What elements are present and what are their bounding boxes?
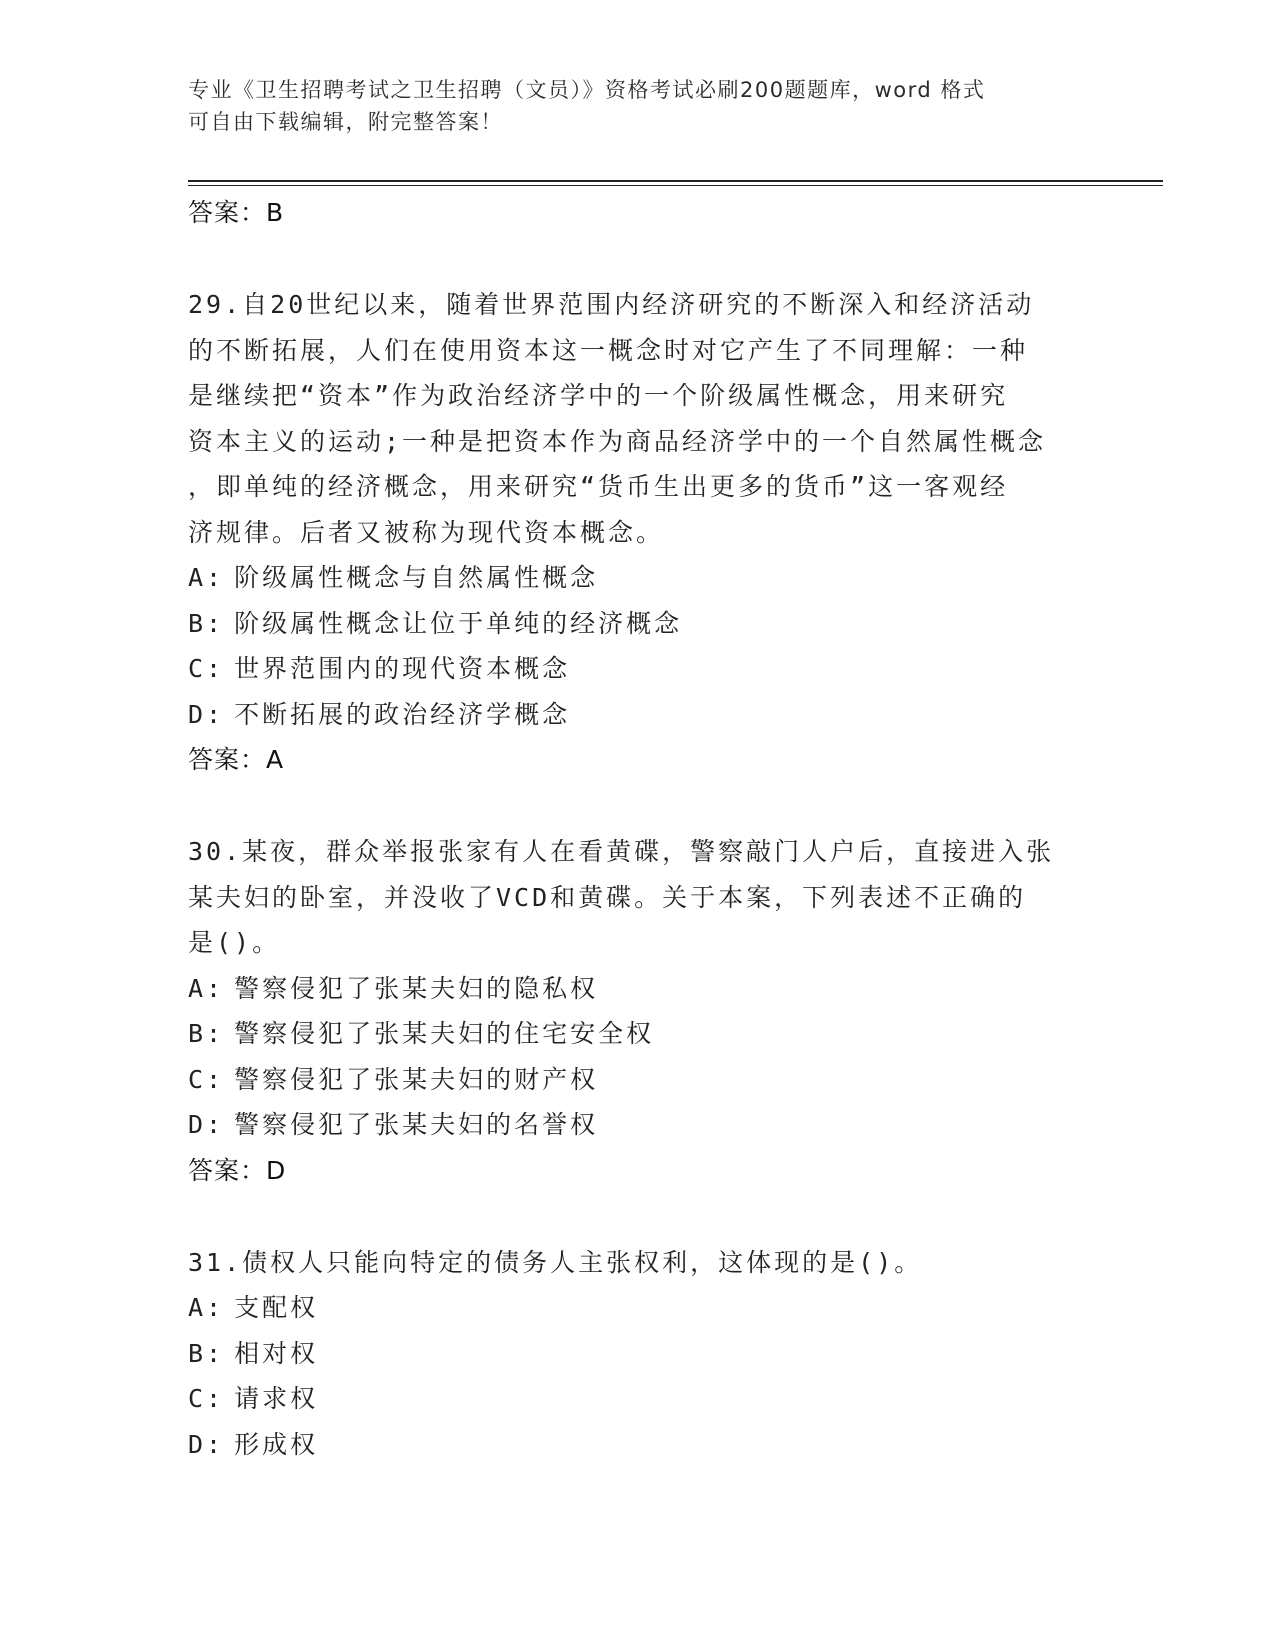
answer-line: 答案：A bbox=[188, 745, 285, 774]
option-letter: D: bbox=[188, 1429, 225, 1459]
question-30 bbox=[188, 829, 1088, 1194]
spacer bbox=[188, 783, 1088, 829]
option-d bbox=[188, 1102, 1088, 1148]
option-letter: C: bbox=[188, 1384, 225, 1413]
stem-line: 某夫妇的卧室，并没收了VCD和黄碟。关于本案，下列表述不正确的 bbox=[188, 882, 1027, 912]
option-d bbox=[188, 692, 1088, 738]
option-text: 相对权 bbox=[234, 1338, 319, 1368]
option-c bbox=[188, 1057, 1088, 1103]
option-text: 请求权 bbox=[234, 1384, 319, 1413]
stem-line: ，即单纯的经济概念，用来研究“货币生出更多的货币”这一客观经 bbox=[188, 472, 1009, 501]
question-29 bbox=[188, 282, 1088, 783]
stem-line: 31.债权人只能向特定的债务人主张权利，这体现的是()。 bbox=[188, 1247, 923, 1277]
option-letter: C: bbox=[188, 654, 225, 683]
question-30-stem bbox=[188, 829, 1088, 966]
option-letter: A: bbox=[188, 1293, 225, 1322]
option-b bbox=[188, 601, 1088, 647]
option-letter: D: bbox=[188, 1110, 225, 1139]
option-c bbox=[188, 1376, 1088, 1422]
header-rule-thick bbox=[188, 180, 1163, 182]
header-line-2: 可自由下载编辑，附完整答案！ bbox=[188, 110, 503, 134]
option-text: 支配权 bbox=[234, 1293, 319, 1322]
option-text: 警察侵犯了张某夫妇的隐私权 bbox=[234, 973, 599, 1003]
option-text: 警察侵犯了张某夫妇的住宅安全权 bbox=[234, 1019, 655, 1048]
option-letter: B: bbox=[188, 608, 225, 638]
option-text: 不断拓展的政治经济学概念 bbox=[234, 699, 571, 729]
answer-line: 答案：D bbox=[188, 1155, 287, 1185]
stem-line: 资本主义的运动;一种是把资本作为商品经济学中的一个自然属性概念 bbox=[188, 426, 1047, 456]
page-header bbox=[188, 74, 1068, 138]
header-line-1: 专业《卫生招聘考试之卫生招聘（文员）》资格考试必刷200题题库，word 格式 bbox=[188, 78, 986, 102]
stem-line: 30.某夜，群众举报张家有人在看黄碟，警察敲门人户后，直接进入张 bbox=[188, 837, 1055, 866]
option-letter: A: bbox=[188, 973, 225, 1003]
option-text: 世界范围内的现代资本概念 bbox=[234, 654, 571, 683]
stem-line: 是()。 bbox=[188, 928, 281, 957]
stem-line: 的不断拓展，人们在使用资本这一概念时对它产生了不同理解：一种 bbox=[188, 335, 1029, 365]
question-31-stem bbox=[188, 1240, 1088, 1286]
option-a bbox=[188, 966, 1088, 1012]
option-a bbox=[188, 1285, 1088, 1331]
option-letter: B: bbox=[188, 1338, 225, 1368]
option-d bbox=[188, 1422, 1088, 1468]
answer-line-prev: 答案：B bbox=[188, 198, 285, 227]
option-a bbox=[188, 555, 1088, 601]
option-letter: A: bbox=[188, 563, 225, 592]
option-letter: C: bbox=[188, 1064, 225, 1094]
spacer bbox=[188, 236, 1088, 282]
stem-line: 是继续把“资本”作为政治经济学中的一个阶级属性概念，用来研究 bbox=[188, 381, 1009, 410]
question-content bbox=[188, 190, 1088, 1467]
question-31 bbox=[188, 1240, 1088, 1468]
option-c bbox=[188, 646, 1088, 692]
option-letter: D: bbox=[188, 699, 225, 729]
stem-line: 29.自20世纪以来，随着世界范围内经济研究的不断深入和经济活动 bbox=[188, 290, 1035, 319]
option-b bbox=[188, 1331, 1088, 1377]
option-b bbox=[188, 1011, 1088, 1057]
spacer bbox=[188, 1194, 1088, 1240]
stem-line: 济规律。后者又被称为现代资本概念。 bbox=[188, 517, 665, 547]
option-letter: B: bbox=[188, 1019, 225, 1048]
header-rule-thin bbox=[188, 185, 1163, 186]
option-text: 警察侵犯了张某夫妇的财产权 bbox=[234, 1064, 599, 1094]
option-text: 警察侵犯了张某夫妇的名誉权 bbox=[234, 1110, 599, 1139]
question-29-stem bbox=[188, 282, 1088, 555]
option-text: 形成权 bbox=[234, 1429, 319, 1459]
option-text: 阶级属性概念让位于单纯的经济概念 bbox=[234, 608, 683, 638]
option-text: 阶级属性概念与自然属性概念 bbox=[234, 563, 599, 592]
